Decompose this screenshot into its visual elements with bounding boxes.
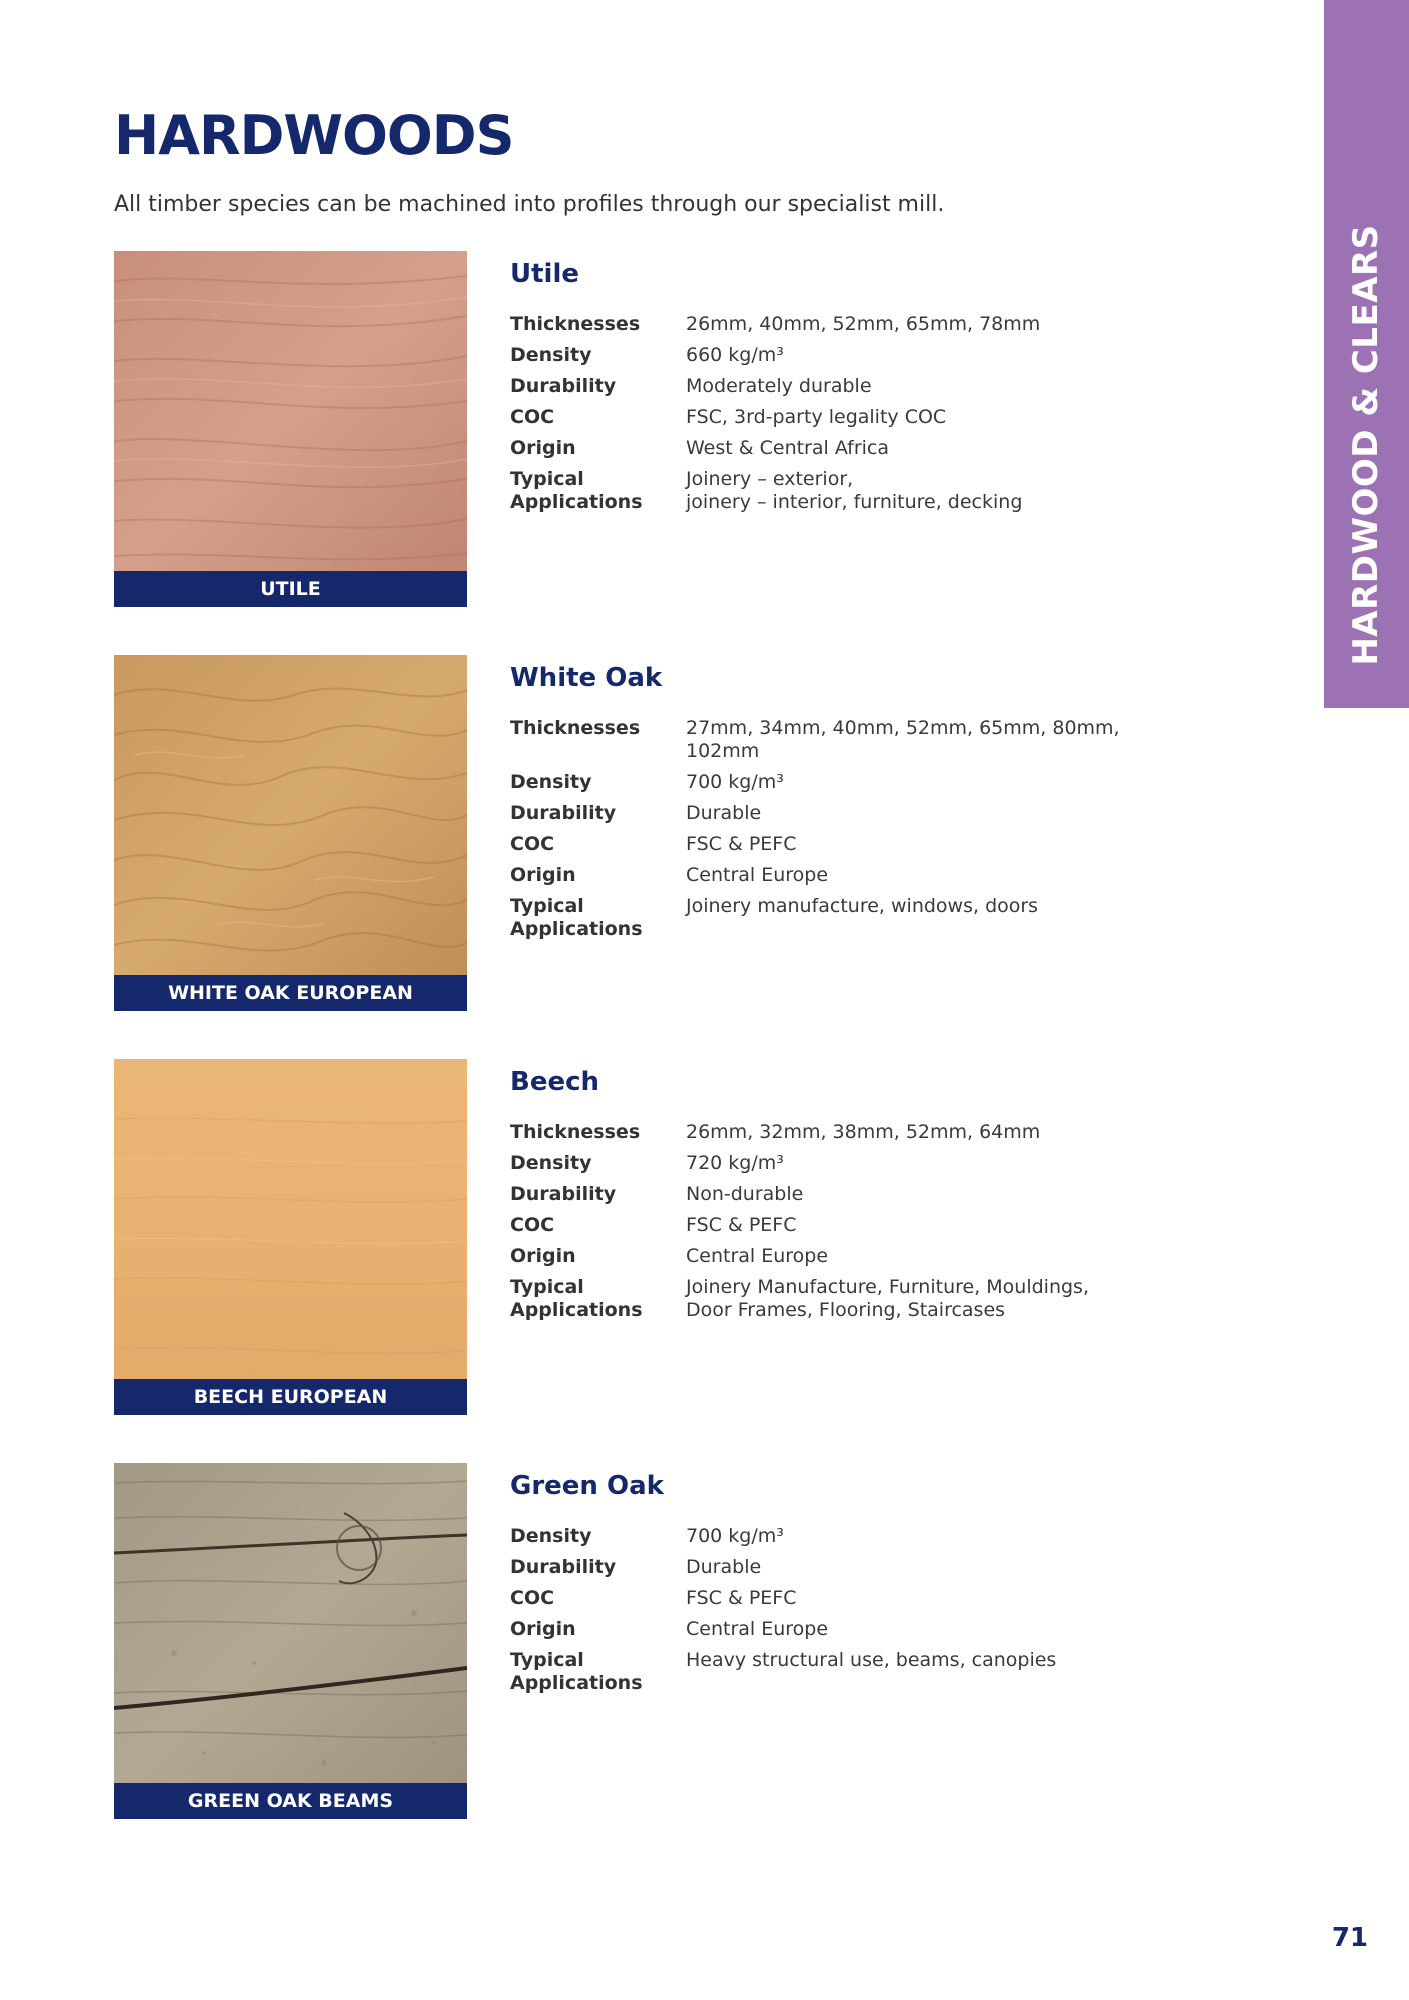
species-details: [510, 1059, 1190, 1330]
property-label: Origin: [510, 1245, 576, 1267]
property-row-origin: [510, 1618, 1190, 1641]
property-table: [510, 313, 1190, 514]
property-value: FSC, 3rd-party legality COC: [686, 406, 947, 428]
property-label: Typical Applications: [510, 468, 643, 513]
property-value: Joinery Manufacture, Furniture, Mouldings, Door Frames, Flooring, Staircases: [686, 1276, 1089, 1321]
wood-sample-green-oak: [114, 1463, 467, 1819]
property-row-durability: [510, 375, 1190, 398]
property-value: Durable: [686, 802, 762, 824]
property-value: Central Europe: [686, 1245, 829, 1267]
property-row-durability: [510, 1183, 1190, 1206]
property-row-coc: [510, 833, 1190, 856]
property-value: 660 kg/m³: [686, 344, 784, 366]
property-label: Density: [510, 1525, 592, 1547]
property-row-durability: [510, 802, 1190, 825]
property-row-thicknesses: [510, 313, 1190, 336]
wood-texture-image: [114, 1059, 467, 1379]
property-row-density: [510, 1525, 1190, 1548]
property-value: Joinery manufacture, windows, doors: [686, 895, 1039, 917]
species-card-white-oak: [114, 655, 1174, 1011]
section-side-tab: [1324, 0, 1409, 708]
page-number: 71: [1331, 1923, 1368, 1953]
species-details: [510, 1463, 1190, 1703]
property-row-density: [510, 771, 1190, 794]
property-label: Origin: [510, 437, 576, 459]
species-name: White Oak: [510, 663, 663, 693]
property-label: Typical Applications: [510, 1649, 643, 1694]
intro-text: All timber species can be machined into profiles through our specialist mill.: [114, 192, 945, 217]
property-label: Origin: [510, 1618, 576, 1640]
property-value: Moderately durable: [686, 375, 872, 397]
property-row-coc: [510, 1214, 1190, 1237]
property-value: 27mm, 34mm, 40mm, 52mm, 65mm, 80mm, 102mm: [686, 717, 1120, 762]
wood-sample-caption: UTILE: [114, 571, 467, 607]
property-label: Typical Applications: [510, 1276, 643, 1321]
species-card-beech: [114, 1059, 1174, 1415]
property-label: Durability: [510, 802, 617, 824]
wood-sample-caption: WHITE OAK EUROPEAN: [114, 975, 467, 1011]
property-label: Durability: [510, 375, 617, 397]
wood-sample-white-oak: [114, 655, 467, 1011]
property-row-applications: [510, 468, 1190, 514]
property-value: Central Europe: [686, 864, 829, 886]
property-label: Typical Applications: [510, 895, 643, 940]
property-value: West & Central Africa: [686, 437, 890, 459]
property-label: COC: [510, 1214, 555, 1236]
property-value: Central Europe: [686, 1618, 829, 1640]
property-label: Density: [510, 771, 592, 793]
property-row-origin: [510, 437, 1190, 460]
property-value: Durable: [686, 1556, 762, 1578]
property-table: [510, 717, 1190, 941]
property-label: Origin: [510, 864, 576, 886]
wood-sample-beech: [114, 1059, 467, 1415]
section-side-tab-label: HARDWOOD & CLEARS: [1346, 224, 1386, 666]
species-name: Utile: [510, 259, 579, 289]
property-label: COC: [510, 406, 555, 428]
property-value: 700 kg/m³: [686, 771, 784, 793]
property-row-coc: [510, 1587, 1190, 1610]
property-value: FSC & PEFC: [686, 1587, 797, 1609]
wood-texture-image: [114, 1463, 467, 1783]
property-label: Thicknesses: [510, 717, 641, 739]
species-details: [510, 655, 1190, 949]
property-row-density: [510, 1152, 1190, 1175]
property-table: [510, 1121, 1190, 1322]
property-label: Durability: [510, 1183, 617, 1205]
page-title: HARDWOODS: [114, 104, 514, 167]
property-row-density: [510, 344, 1190, 367]
property-value: 720 kg/m³: [686, 1152, 784, 1174]
property-row-thicknesses: [510, 1121, 1190, 1144]
species-card-green-oak: [114, 1463, 1174, 1819]
property-value: Heavy structural use, beams, canopies: [686, 1649, 1057, 1671]
property-label: Density: [510, 344, 592, 366]
property-label: Density: [510, 1152, 592, 1174]
property-value: Non-durable: [686, 1183, 804, 1205]
wood-sample-caption: GREEN OAK BEAMS: [114, 1783, 467, 1819]
property-row-thicknesses: [510, 717, 1190, 763]
property-label: COC: [510, 833, 555, 855]
wood-sample-utile: [114, 251, 467, 607]
species-card-utile: [114, 251, 1174, 607]
property-value: FSC & PEFC: [686, 833, 797, 855]
species-details: [510, 251, 1190, 522]
property-label: COC: [510, 1587, 555, 1609]
property-value: 26mm, 40mm, 52mm, 65mm, 78mm: [686, 313, 1041, 335]
wood-texture-image: [114, 251, 467, 571]
property-label: Thicknesses: [510, 1121, 641, 1143]
property-table: [510, 1525, 1190, 1695]
property-value: FSC & PEFC: [686, 1214, 797, 1236]
property-row-durability: [510, 1556, 1190, 1579]
property-label: Durability: [510, 1556, 617, 1578]
property-value: 700 kg/m³: [686, 1525, 784, 1547]
wood-sample-caption: BEECH EUROPEAN: [114, 1379, 467, 1415]
property-row-applications: [510, 1276, 1190, 1322]
property-row-coc: [510, 406, 1190, 429]
property-row-applications: [510, 895, 1190, 941]
wood-texture-image: [114, 655, 467, 975]
species-name: Green Oak: [510, 1471, 664, 1501]
property-value: Joinery – exterior, joinery – interior, furniture, decking: [686, 468, 1023, 513]
property-label: Thicknesses: [510, 313, 641, 335]
property-value: 26mm, 32mm, 38mm, 52mm, 64mm: [686, 1121, 1041, 1143]
property-row-applications: [510, 1649, 1190, 1695]
property-row-origin: [510, 1245, 1190, 1268]
species-name: Beech: [510, 1067, 600, 1097]
property-row-origin: [510, 864, 1190, 887]
